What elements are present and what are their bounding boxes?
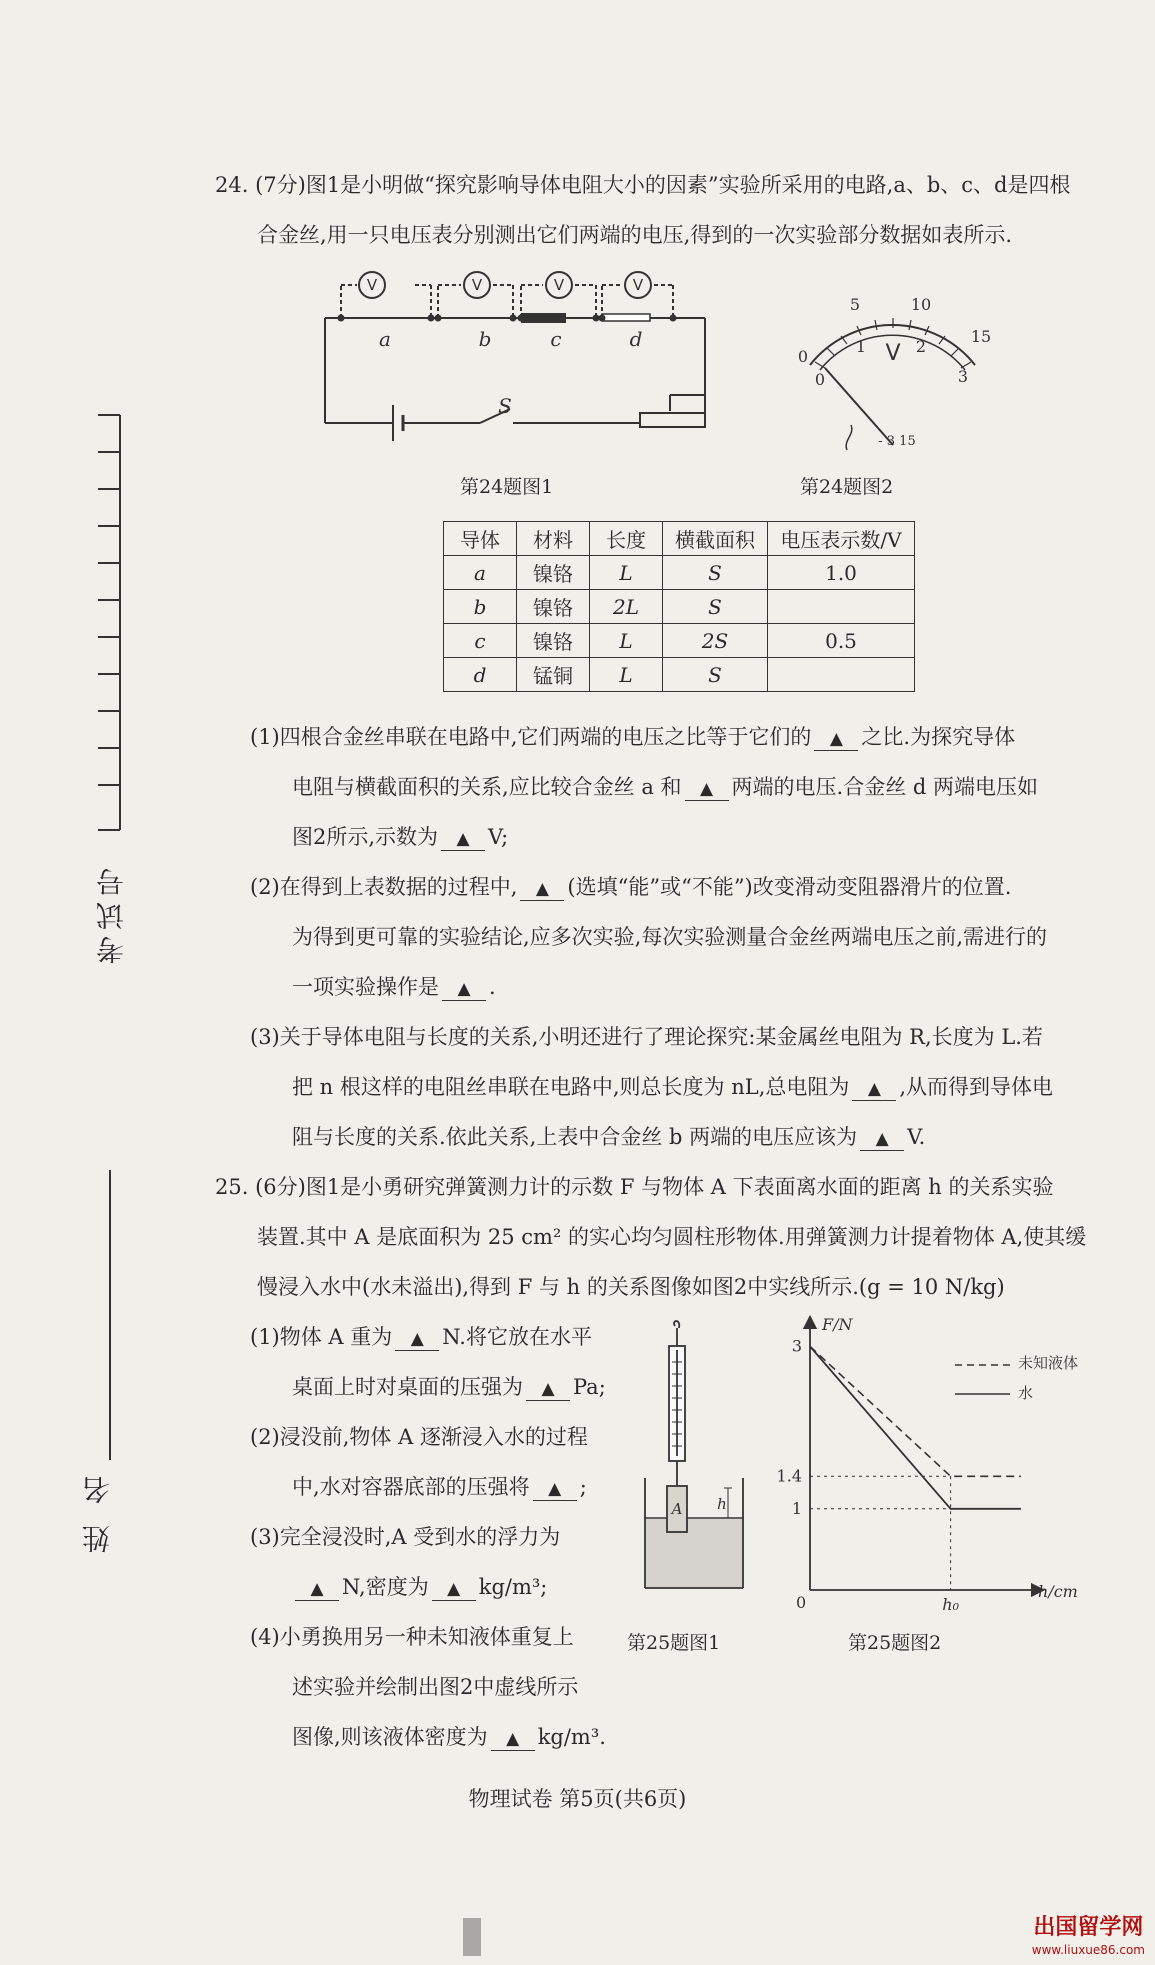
legend-label-unknown-liquid: 未知液体	[1018, 1354, 1079, 1372]
table-cell: a	[444, 556, 517, 590]
y-tick-label-3: 3	[791, 1336, 802, 1356]
site-watermark: 出国留学网 www.liuxue86.com	[1031, 1915, 1145, 1957]
spring-scale-apparatus	[625, 1318, 765, 1598]
series-line-unknown-liquid	[810, 1346, 1021, 1476]
answer-blank[interactable]: ▲	[432, 1576, 476, 1601]
wire-b-label: b	[478, 327, 492, 351]
table-cell: 2S	[663, 624, 768, 658]
q24-fig1-caption: 第24题图1	[460, 476, 554, 498]
q24-data-table	[443, 521, 915, 692]
answer-blank[interactable]: ▲	[852, 1076, 896, 1101]
dial-inner-3: 3	[957, 367, 969, 386]
table-cell: L	[590, 556, 663, 590]
depth-h-label: h	[717, 1495, 727, 1513]
q25-subquestions: (1)物体 A 重为 ▲ N.将它放在水平 桌面上时对桌面的压强为 ▲ Pa; (2)浸没前,物体 A 逐渐浸入水的过程 中,水对容器底部的压强将 ▲ ; (3)完全浸没时,A 受到水的浮力为 ▲ N,密度为 ▲ kg/m³; (4)小勇换用另一种未知液体重复上 述实验并绘制出图2中虚线所示 图像,则该液体密度为 ▲ kg/m³.	[250, 1325, 606, 1749]
table-cell: 镍铬	[517, 556, 590, 590]
dial-inner-1: 1	[855, 337, 867, 356]
table-cell	[768, 590, 915, 624]
q25-intro: 25. (6分)图1是小勇研究弹簧测力计的示数 F 与物体 A 下表面离水面的距离 h 的关系实验 装置.其中 A 是底面积为 25 cm² 的实心均匀圆柱形物体.用弹簧测力计提着物体 A,使其缓 慢浸入水中(水未溢出),得到 F 与 h 的关系图像如图2中实线所示.(g = 10 N/kg)	[215, 1175, 1087, 1299]
q24-subquestions: (1)四根合金丝串联在电路中,它们两端的电压之比等于它们的 ▲ 之比.为探究导体 电阻与横截面积的关系,应比较合金丝 a 和 ▲ 两端的电压.合金丝 d 两端电压如 图2所示,示数为 ▲ V; (2)在得到上表数据的过程中, ▲ (选填“能”或“不能”)改变滑动变阻器滑片的位置. 为得到更可靠的实验结论,应多次实验,每次实验测量合金丝两端电压之前,需进行的 一项实验操作是 ▲ . (3)关于导体电阻与长度的关系,小明还进行了理论探究:某金属丝电阻为 R,长度为 L.若 把 n 根这样的电阻丝串联在电路中,则总长度为 nL,总电阻为 ▲ ,从而得到导体电 阻与长度的关系.依此关系,上表中合金丝 b 两端的电压应该为 ▲ V.	[250, 725, 1054, 1149]
object-a-label: A	[671, 1500, 683, 1518]
dial-outer-5: 5	[849, 295, 861, 314]
y-axis-label: F/N	[822, 1315, 853, 1334]
table-cell: d	[444, 658, 517, 692]
answer-blank[interactable]: ▲	[491, 1726, 535, 1751]
voltmeter-b-symbol: V	[471, 276, 483, 294]
answer-blank[interactable]: ▲	[441, 826, 485, 851]
answer-blank[interactable]: ▲	[533, 1476, 577, 1501]
table-cell: S	[663, 590, 768, 624]
table-cell: 镍铬	[517, 590, 590, 624]
answer-blank[interactable]: ▲	[395, 1326, 439, 1351]
wire-c-label: c	[550, 327, 562, 351]
x-axis-label: h/cm	[1038, 1582, 1078, 1601]
answer-blank[interactable]: ▲	[526, 1376, 570, 1401]
table-cell: 锰铜	[517, 658, 590, 692]
name-line	[100, 1170, 120, 1470]
circuit-diagram	[315, 265, 725, 450]
exam-number-label: 考试号	[95, 862, 128, 964]
answer-blank[interactable]: ▲	[442, 976, 486, 1001]
y-tick-label-1.4: 1.4	[776, 1466, 802, 1486]
dial-unit-symbol: V	[885, 341, 901, 366]
answer-blank[interactable]: ▲	[860, 1126, 904, 1151]
table-header: 材料	[517, 522, 590, 556]
voltmeter-a-symbol: V	[366, 276, 378, 294]
y-tick-label-1: 1	[791, 1498, 802, 1518]
table-header: 电压表示数/V	[768, 522, 915, 556]
q25-fig2-caption: 第25题图2	[848, 1632, 942, 1654]
binding-mark	[463, 1918, 481, 1956]
q24-intro: 24. (7分)图1是小明做“探究影响导体电阻大小的因素”实验所采用的电路,a、b、c、d是四根 合金丝,用一只电压表分别测出它们两端的电压,得到的一次实验部分数据如表所示.	[215, 173, 1071, 247]
voltmeter-d-symbol: V	[632, 276, 644, 294]
table-cell: S	[663, 556, 768, 590]
switch-label: S	[498, 394, 512, 418]
table-cell: 2L	[590, 590, 663, 624]
wire-a-label: a	[379, 327, 391, 351]
table-row	[444, 556, 915, 590]
table-cell	[768, 658, 915, 692]
force-depth-chart	[770, 1310, 1090, 1615]
table-cell: 1.0	[768, 556, 915, 590]
answer-blank[interactable]: ▲	[295, 1576, 339, 1601]
answer-blank[interactable]: ▲	[814, 726, 858, 751]
voltmeter-dial	[785, 270, 1000, 460]
table-header: 横截面积	[663, 522, 768, 556]
table-header: 导体	[444, 522, 517, 556]
answer-blank[interactable]: ▲	[685, 776, 729, 801]
dial-inner-2: 2	[915, 337, 927, 356]
name-label: 姓 名	[81, 1470, 114, 1553]
table-cell: 0.5	[768, 624, 915, 658]
legend-label-water: 水	[1018, 1384, 1034, 1402]
dial-outer-0: 0	[797, 347, 809, 366]
x-tick-label-h0: h₀	[942, 1595, 959, 1614]
dial-outer-15: 15	[970, 327, 992, 346]
table-row	[444, 624, 915, 658]
table-cell: S	[663, 658, 768, 692]
dial-terminals: - 3 15	[878, 434, 916, 449]
voltmeter-c-symbol: V	[553, 276, 565, 294]
wire-d-label: d	[629, 327, 643, 351]
series-line-water	[810, 1346, 1021, 1508]
table-cell: 镍铬	[517, 624, 590, 658]
dial-outer-10: 10	[910, 295, 932, 314]
table-row	[444, 658, 915, 692]
table-header: 长度	[590, 522, 663, 556]
table-row	[444, 590, 915, 624]
table-cell: b	[444, 590, 517, 624]
origin-label: 0	[796, 1593, 807, 1612]
page-footer: 物理试卷 第5页(共6页)	[468, 1787, 687, 1811]
dial-inner-0: 0	[814, 370, 826, 389]
answer-blank[interactable]: ▲	[520, 876, 564, 901]
table-header-row	[444, 522, 915, 556]
exam-number-box	[70, 410, 130, 850]
table-cell: L	[590, 624, 663, 658]
table-cell: c	[444, 624, 517, 658]
q25-fig1-caption: 第25题图1	[627, 1632, 721, 1654]
q24-fig2-caption: 第24题图2	[800, 476, 894, 498]
table-cell: L	[590, 658, 663, 692]
